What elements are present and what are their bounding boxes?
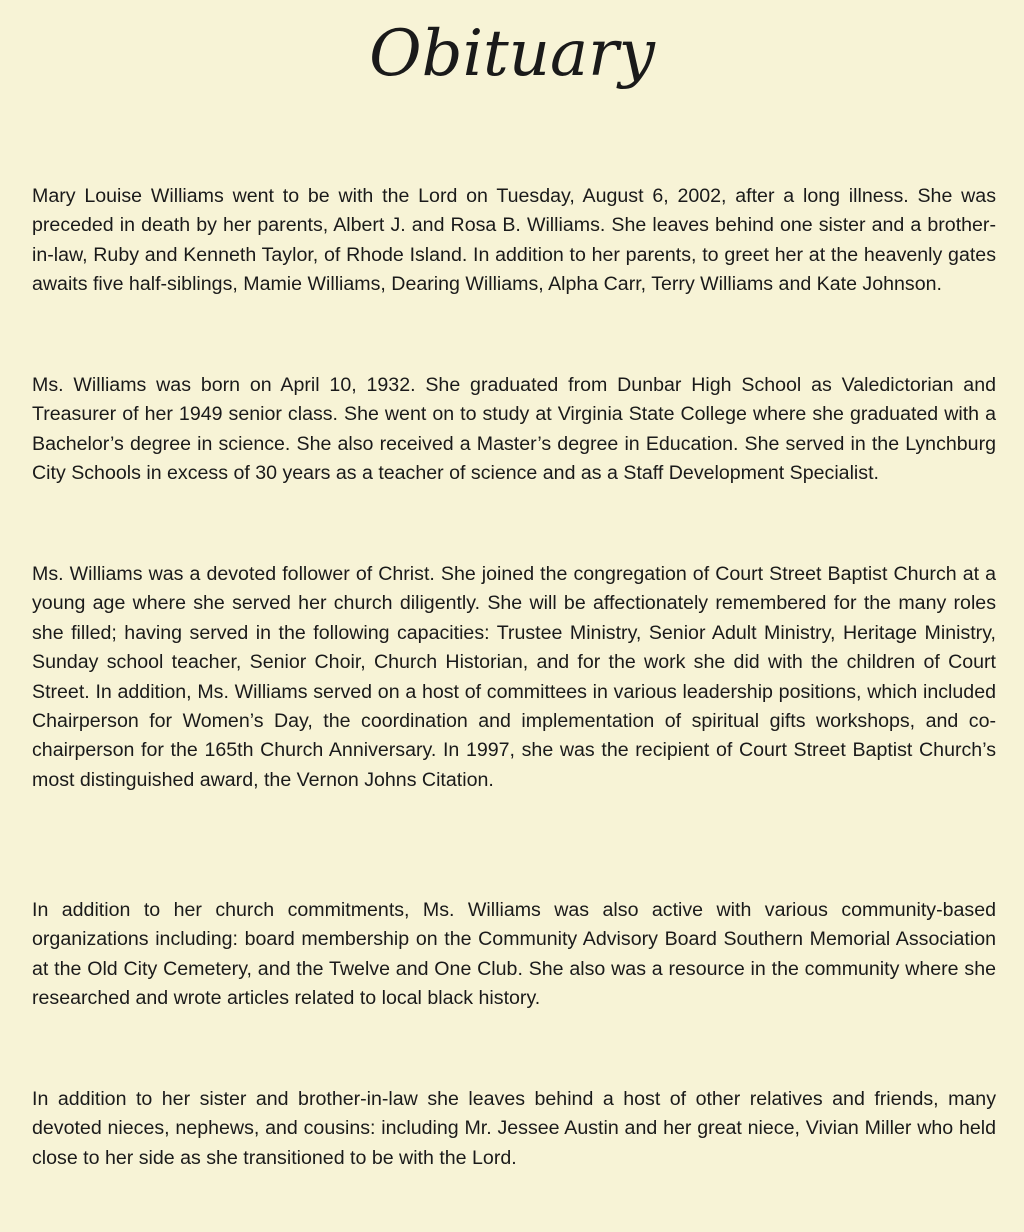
paragraph-survivors: In addition to her sister and brother-in-law she leaves behind a host of other relatives and friends, many devoted nieces, nephews, and cousins: including Mr. Jessee Austin and her great niece, Vivian Miller who held close to her side as she transitioned to be with the Lord.: [32, 1088, 996, 1169]
paragraph-death-notice: Mary Louise Williams went to be with the Lord on Tuesday, August 6, 2002, after a long illness. She was preceded in death by her parents, Albert J. and Rosa B. Williams. She leaves behind one sister and a brother-in-law, Ruby and Kenneth Taylor, of Rhode Island. In addition to her parents, to greet her at the heavenly gates awaits five half-siblings, Mamie Williams, Dearing Williams, Alpha Carr, Terry Williams and Kate Johnson.: [32, 185, 996, 296]
paragraph-church-service: Ms. Williams was a devoted follower of Christ. She joined the congregation of Court Street Baptist Church at a young age where she served her church diligently. She will be affectionately remembered for the many roles she filled; having served in the following capacities: Trustee Ministry, Senior Adult Ministry, Heritage Ministry, Sunday school teacher, Senior Choir, Church Historian, and for the work she did with the children of Court Street. In addition, Ms. Williams served on a host of committees in various leadership positions, which included Chairperson for Women’s Day, the coordination and implementation of spiritual gifts workshops, and co-chairperson for the 165th Church Anniversary. In 1997, she was the recipient of Court Street Baptist Church’s most distinguished award, the Vernon Johns Citation.: [32, 563, 996, 791]
paragraph-community-work: In addition to her church commitments, Ms. Williams was also active with various community-based organizations including: board membership on the Community Advisory Board Southern Memorial Association at the Old City Cemetery, and the Twelve and One Club. She also was a resource in the community where she researched and wrote articles related to local black history.: [32, 899, 996, 1010]
paragraph-education-career: Ms. Williams was born on April 10, 1932. She graduated from Dunbar High School as Valedictorian and Treasurer of her 1949 senior class. She went on to study at Virginia State College where she graduated with a Bachelor’s degree in science. She also received a Master’s degree in Education. She served in the Lynchburg City Schools in excess of 30 years as a teacher of science and as a Staff Development Specialist.: [32, 374, 996, 485]
page-title: Obituary: [369, 17, 655, 91]
